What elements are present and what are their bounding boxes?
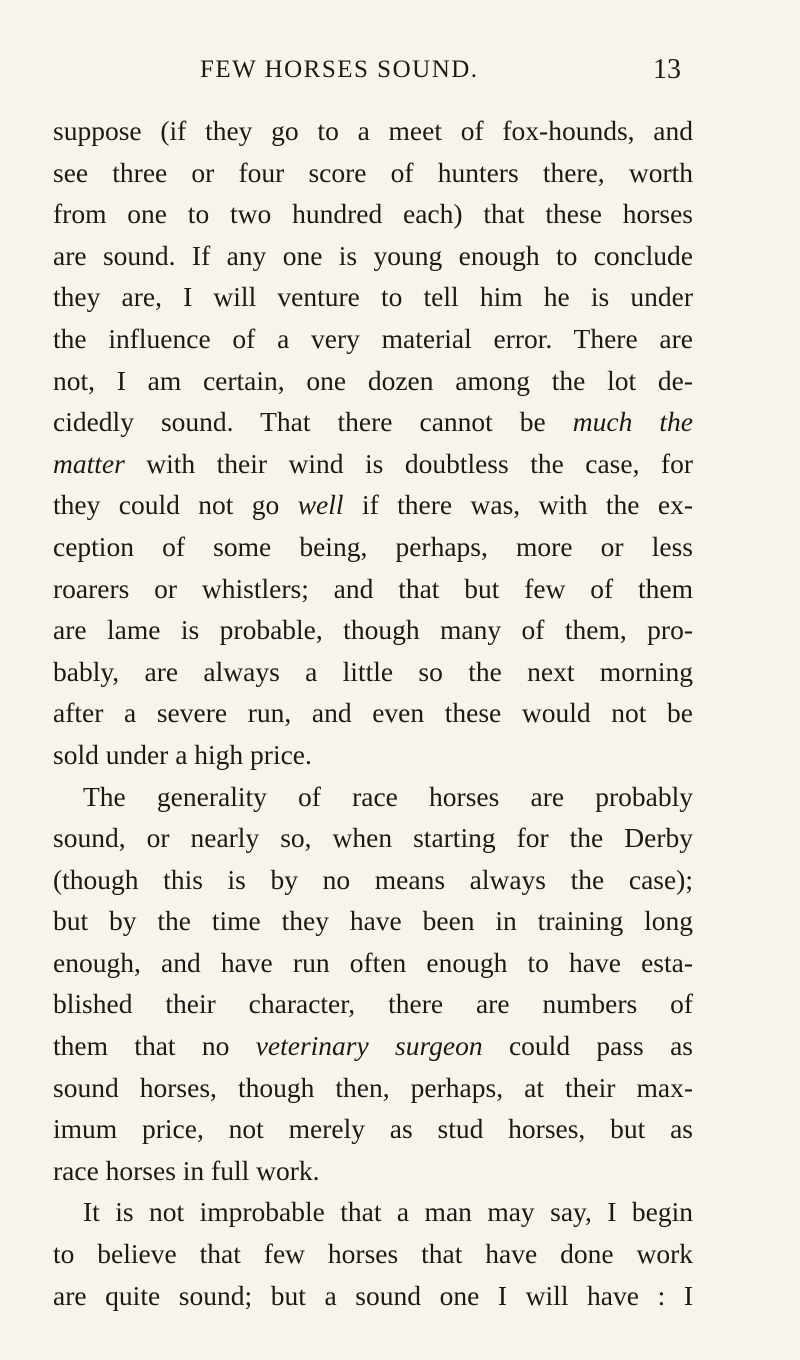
text-line: ception of some being, perhaps, more or less (53, 530, 693, 562)
text-line: bably, are always a little so the next morning (53, 655, 693, 687)
text-line: matter with their wind is doubtless the case, for (53, 447, 693, 479)
text-line: sound horses, though then, perhaps, at their max- (53, 1071, 693, 1103)
italic-text: much the (572, 406, 693, 438)
text-line: them that no veterinary surgeon could pass as (53, 1030, 693, 1062)
text-line: cidedly sound. That there cannot be much the (53, 406, 693, 438)
text-line: sold under a high price. (53, 738, 312, 770)
italic-text: well (297, 489, 344, 521)
paragraph (53, 776, 693, 1192)
running-title: FEW HORSES SOUND. (200, 56, 479, 83)
text-line: they could not go well if there was, with the ex- (53, 489, 693, 521)
page-number: 13 (653, 54, 681, 85)
text-line: roarers or whistlers; and that but few of them (53, 572, 693, 604)
text-line: It is not improbable that a man may say, I begin (83, 1196, 693, 1228)
italic-text: veterinary surgeon (255, 1030, 483, 1062)
text-line: the influence of a very material error. There are (53, 322, 693, 354)
text-line: from one to two hundred each) that these horses (53, 198, 693, 230)
text-line: after a severe run, and even these would not be (53, 697, 693, 729)
text-line: enough, and have run often enough to have esta- (53, 946, 693, 978)
text-line: (though this is by no means always the case); (53, 863, 693, 895)
text-line: are lame is probable, though many of them, pro- (53, 614, 693, 646)
text-line: sound, or nearly so, when starting for the Derby (53, 822, 693, 854)
body-text (53, 110, 693, 1316)
text-line: blished their character, there are numbers of (53, 988, 693, 1020)
text-line: suppose (if they go to a meet of fox-hounds, and (53, 115, 693, 146)
text-line: to believe that few horses that have done work (53, 1238, 693, 1270)
italic-text: matter (53, 447, 125, 479)
paragraph (53, 1191, 693, 1316)
text-line: are sound. If any one is young enough to conclude (53, 239, 693, 271)
paragraph (53, 110, 693, 776)
text-line: not, I am certain, one dozen among the lot de- (53, 364, 693, 396)
running-head (0, 56, 800, 96)
text-line: race horses in full work. (53, 1154, 320, 1186)
text-line: but by the time they have been in training long (53, 905, 693, 937)
text-line: The generality of race horses are probably (83, 780, 693, 812)
text-line: they are, I will venture to tell him he is under (53, 281, 693, 313)
text-line: are quite sound; but a sound one I will have : I (53, 1279, 693, 1311)
text-line: see three or four score of hunters there, worth (53, 156, 693, 188)
text-line: imum price, not merely as stud horses, but as (53, 1113, 693, 1145)
